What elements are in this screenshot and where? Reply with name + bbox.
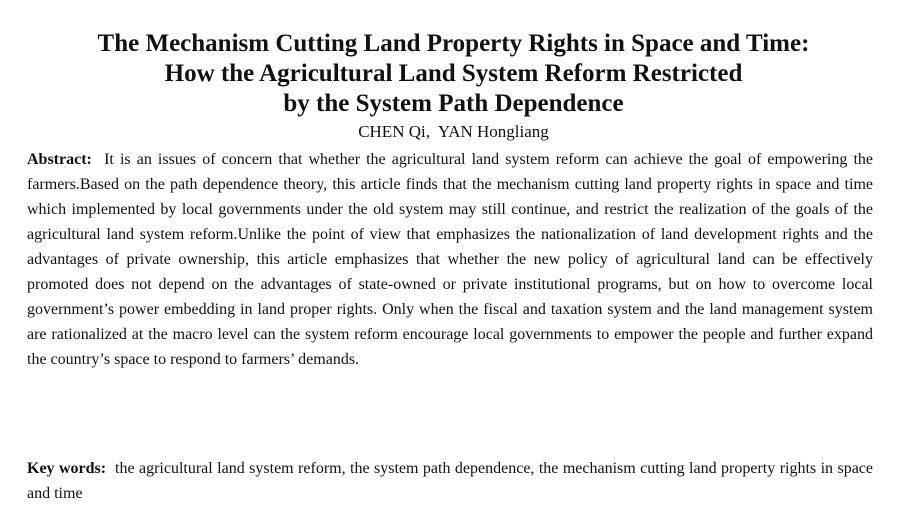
- title-line-1: The Mechanism Cutting Land Property Rights in Space and Time:: [97, 30, 810, 57]
- abstract: [27, 147, 873, 372]
- title-line-3: by the System Path Dependence: [283, 90, 624, 117]
- authors: CHEN Qi, YAN Hongliang: [358, 122, 549, 141]
- keywords-label: Key words:: [27, 460, 107, 477]
- keywords-text: the agricultural land system reform, the system path dependence, the mechanism cutting land property rights in space and time: [27, 460, 874, 502]
- title-line-2: How the Agricultural Land System Reform Restricted: [164, 60, 743, 87]
- keywords: [27, 456, 873, 506]
- abstract-text: It is an issues of concern that whether the agricultural land system reform can achieve the goal of empowering the farmers.Based on the path dependence theory, this article finds that the mechanism cutting land property rights in space and time which implemented by local governments under the old system may still continue, and restrict the realization of the goals of the agricultural land system reform.Unlike the point of view that emphasizes the nationalization of land development rights and the advantages of private ownership, this article emphasizes that whether the new policy of agricultural land can be effectively promoted does not depend on the advantages of state-owned or private institutional programs, but on how to overcome local government’s power embedding in land proper rights. Only when the fiscal and taxation system and the land management system are rationalized at the macro level can the system reform encourage local governments to empower the people and further expand the country’s space to respond to farmers’ demands.: [27, 151, 874, 368]
- abstract-label: Abstract:: [27, 151, 92, 168]
